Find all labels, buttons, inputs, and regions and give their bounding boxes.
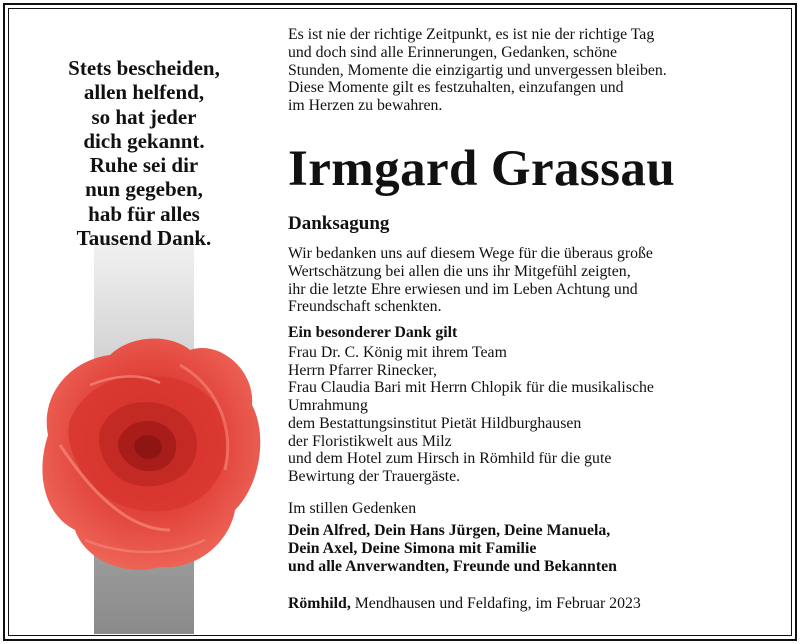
intro-text: Es ist nie der richtige Zeitpunkt, es ist nie der richtige Tag und doch sind alle Erinnerungen, Gedanken, schöne Stunden, Momente die einzigartig und unvergessen bleiben. Diese Momente gilt es festzuhalten, einzufangen und im Herzen zu bewahren.	[288, 26, 667, 115]
thanks-text: Wir bedanken uns auf diesem Wege für die überaus große Wertschätzung bei allen die uns ihr Mitgefühl zeigten, ihr die letzte Ehre erwiesen und im Leben Achtung und Freundschaft schenkten.	[288, 245, 653, 316]
place-date	[288, 595, 641, 613]
thanks-heading: Danksagung	[288, 213, 390, 234]
deceased-name: Irmgard Grassau	[288, 141, 676, 197]
mourning-heading: Im stillen Gedenken	[288, 500, 417, 517]
place-rest: Mendhausen und Feldafing, im Februar 2023	[350, 595, 641, 612]
red-rose-icon	[30, 325, 270, 580]
place-bold: Römhild,	[288, 595, 351, 612]
special-thanks-text: Frau Dr. C. König mit ihrem Team Herrn Pfarrer Rinecker, Frau Claudia Bari mit Herrn Chlopik für die musikalische Umrahmung dem Bestattungsinstitut Pietät Hildburghausen der Floristikwelt aus Milz und dem Hotel zum Hirsch in Römhild für die gute Bewirtung der Trauergäste.	[288, 344, 654, 485]
special-thanks-heading: Ein besonderer Dank gilt	[288, 324, 458, 341]
verse: Stets bescheiden, allen helfend, so hat jeder dich gekannt. Ruhe sei dir nun gegeben, hab für alles Tausend Dank.	[68, 56, 220, 251]
mourners-list: Dein Alfred, Dein Hans Jürgen, Deine Manuela, Dein Axel, Deine Simona mit Familie und alle Anverwandten, Freunde und Bekannten	[288, 522, 617, 575]
